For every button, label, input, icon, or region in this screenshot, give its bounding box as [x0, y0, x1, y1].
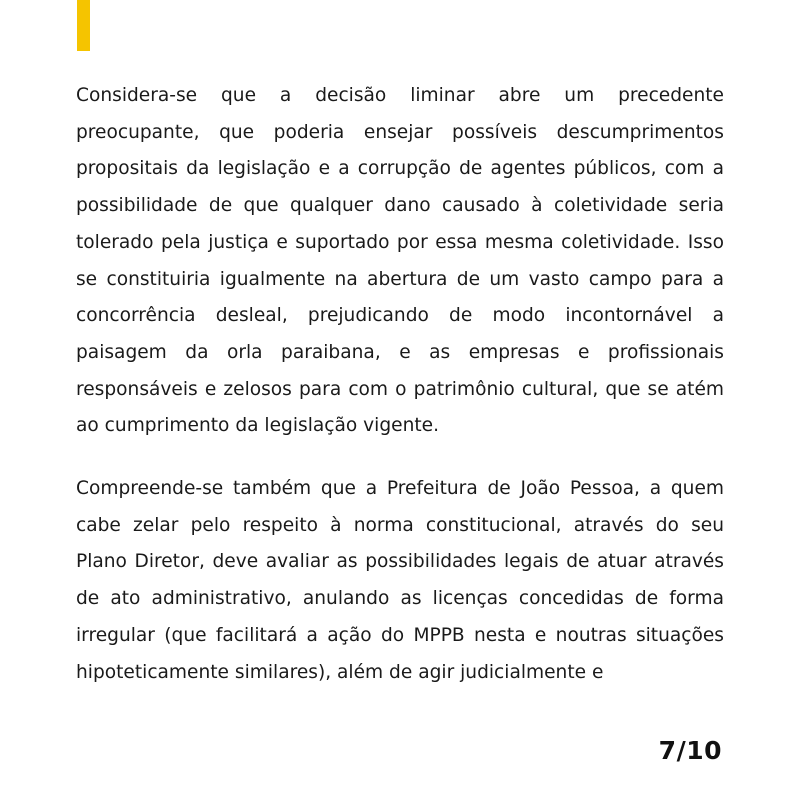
accent-bar	[77, 0, 90, 51]
page-number: 7/10	[658, 736, 722, 765]
paragraph-1: Considera-se que a decisão liminar abre um precedente preocupante, que poderia ensejar possíveis descumprimentos propositais da legislação e a corrupção de agentes públicos, com a possibilidade de que qualquer dano causado à coletividade seria tolerado pela justiça e suportado por essa mesma coletividade. Isso se constituiria igualmente na abertura de um vasto campo para a concorrência desleal, prejudicando de modo incontornável a paisagem da orla paraibana, e as empresas e profissionais responsáveis e zelosos para com o patrimônio cultural, que se atém ao cumprimento da legislação vigente.	[76, 85, 724, 437]
document-body	[76, 78, 724, 691]
paragraph-2: Compreende-se também que a Prefeitura de João Pessoa, a quem cabe zelar pelo respeito à norma constitucional, através do seu Plano Diretor, deve avaliar as possibilidades legais de atuar através de ato administrativo, anulando as licenças concedidas de forma irregular (que facilitará a ação do MPPB nesta e noutras situações hipoteticamente similares), além de agir judicialmente e	[76, 478, 724, 683]
